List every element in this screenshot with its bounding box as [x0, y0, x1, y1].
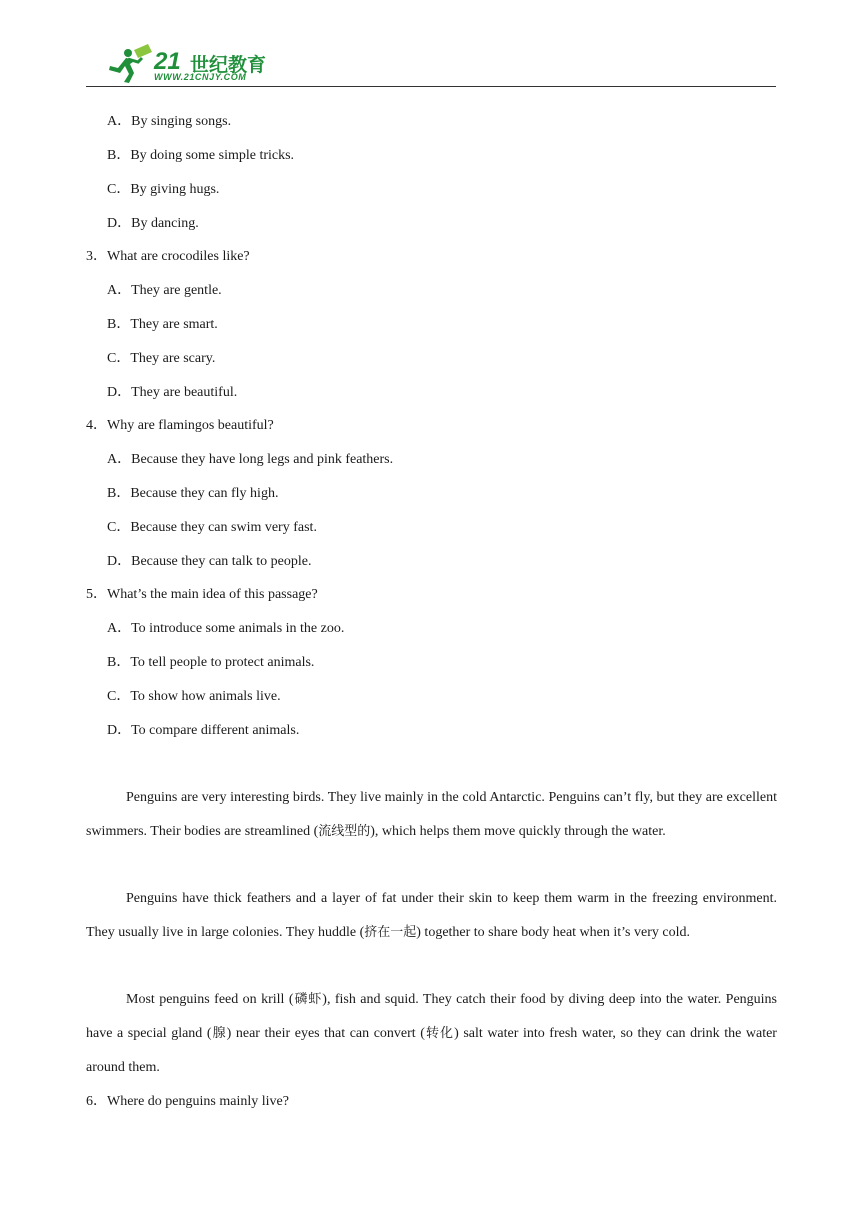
p2-chinese-gloss: 挤在一起: [364, 925, 417, 940]
p3-chinese-gloss-gland: 腺: [211, 1026, 227, 1041]
q2-option-b: B．By doing some simple tricks.: [107, 148, 295, 163]
q3-option-a: A．They are gentle.: [107, 283, 222, 298]
p2-text-a: Penguins have thick feathers and a layer of fat under their skin to keep them warm in the freezing environment. They usually live in large colonies. They huddle (: [86, 891, 777, 940]
q6-question: 6．Where do penguins mainly live?: [86, 1094, 289, 1109]
q4-option-b: B．Because they can fly high.: [107, 486, 279, 501]
p1-chinese-gloss: 流线型的: [318, 824, 371, 839]
q3-option-d: D．They are beautiful.: [107, 385, 238, 400]
p1-text-b: ), which helps them move quickly through the water.: [370, 824, 666, 839]
logo-url: WWW.21CNJY.COM: [154, 72, 247, 82]
p3-chinese-gloss-convert: 转化: [424, 1026, 455, 1041]
q2-option-c: C．By giving hugs.: [107, 182, 220, 197]
p2-text-b: ) together to share body heat when it’s very cold.: [416, 925, 690, 940]
q4-option-c: C．Because they can swim very fast.: [107, 520, 317, 535]
page-header: [86, 40, 776, 87]
runner-logo-icon: [108, 44, 154, 84]
q5-option-d: D．To compare different animals.: [107, 723, 300, 738]
p3-text-c: ) near their eyes that can convert (: [226, 1026, 425, 1041]
logo-chinese-text: 世纪教育: [190, 54, 267, 76]
p1-text-a: Penguins are very interesting birds. They live mainly in the cold Antarctic. Penguins can’t fly, but they are excellent swimmers. Their bodies are streamlined (: [86, 790, 777, 839]
q5-question: 5．What’s the main idea of this passage?: [86, 587, 318, 602]
q2-option-d: D．By dancing.: [107, 216, 199, 231]
p3-text-d: ) salt water into fresh water, so they can drink the water around them.: [86, 1026, 777, 1075]
passage-paragraph-2: [86, 882, 777, 950]
q5-option-b: B．To tell people to protect animals.: [107, 655, 315, 670]
q4-option-d: D．Because they can talk to people.: [107, 554, 312, 569]
q5-option-a: A．To introduce some animals in the zoo.: [107, 621, 345, 636]
q4-question: 4．Why are flamingos beautiful?: [86, 418, 274, 433]
q3-option-c: C．They are scary.: [107, 351, 216, 366]
passage-paragraph-1: [86, 781, 777, 849]
p3-chinese-gloss-krill: 磷虾: [293, 992, 323, 1007]
logo-number: 21: [154, 48, 181, 75]
q5-option-c: C．To show how animals live.: [107, 689, 281, 704]
q2-option-a: A．By singing songs.: [107, 114, 232, 129]
q3-option-b: B．They are smart.: [107, 317, 218, 332]
passage-paragraph-3: [86, 983, 777, 1085]
p3-text-a: Most penguins feed on krill (: [126, 992, 294, 1007]
q3-question: 3．What are crocodiles like?: [86, 249, 250, 264]
p3-text-b: ), fish and squid. They catch their food by diving deep into the water. Penguins have a special gland (: [86, 992, 777, 1041]
q4-option-a: A．Because they have long legs and pink feathers.: [107, 452, 394, 467]
logo: [108, 42, 278, 84]
